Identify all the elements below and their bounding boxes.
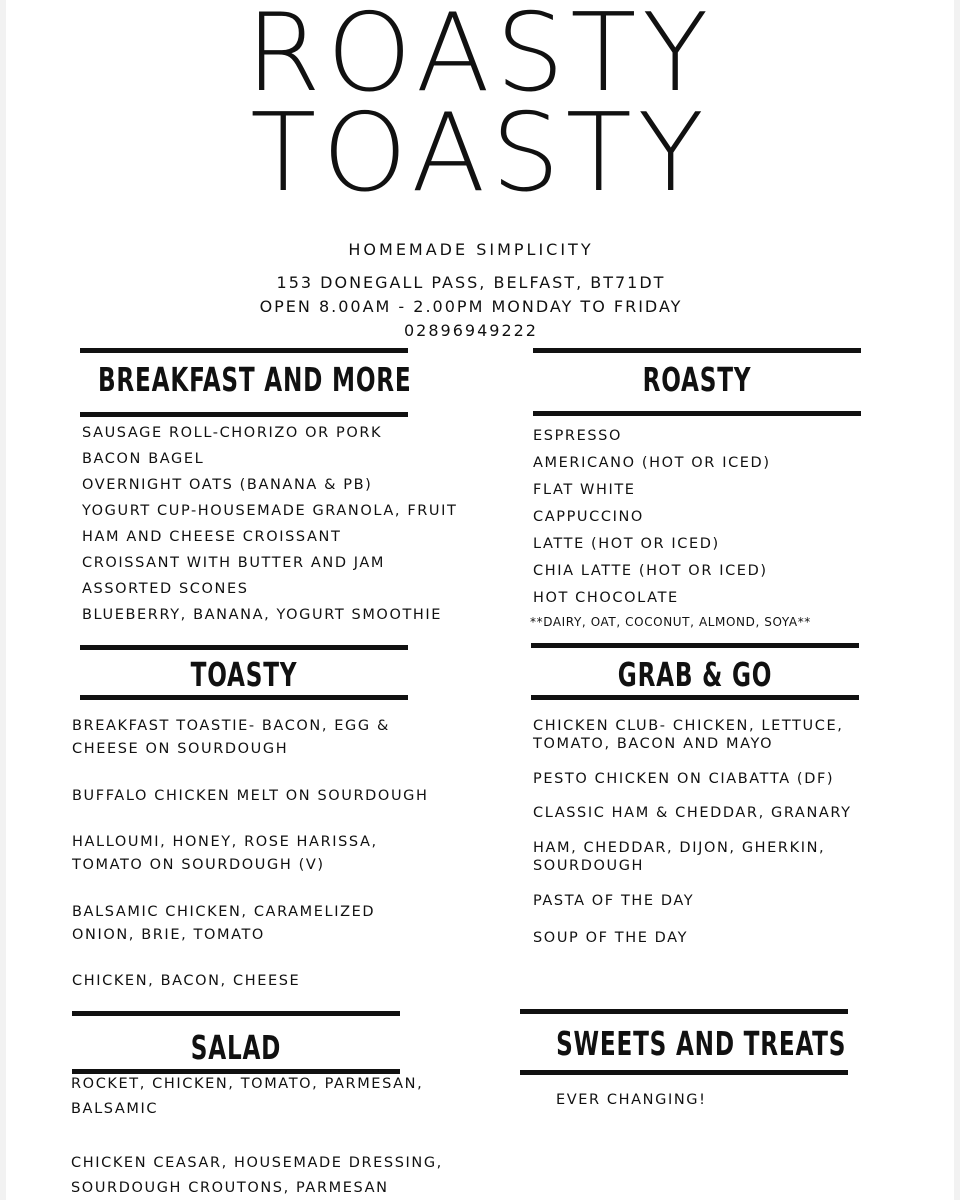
sweets-bottom-rule [520, 1070, 848, 1075]
toasty-heading: TOASTY [190, 655, 298, 694]
grab-go-heading: GRAB & GO [617, 655, 773, 694]
toasty-item: CHICKEN, BACON, CHEESE [72, 973, 301, 989]
salad-bottom-rule [72, 1069, 400, 1074]
grab-go-item: PASTA OF THE DAY [533, 893, 695, 909]
toasty-item: HALLOUMI, HONEY, ROSE HARISSA, [72, 834, 378, 850]
breakfast-item: SAUSAGE ROLL-CHORIZO OR PORK [82, 425, 383, 441]
sweets-heading: SWEETS AND TREATS [556, 1024, 847, 1063]
salad-item: ROCKET, CHICKEN, TOMATO, PARMESAN, [71, 1076, 424, 1092]
breakfast-item: HAM AND CHEESE CROISSANT [82, 529, 342, 545]
roasty-item: CAPPUCCINO [533, 509, 644, 525]
roasty-top-rule [533, 348, 861, 353]
sweets-top-rule [520, 1009, 848, 1014]
salad-item: BALSAMIC [71, 1101, 159, 1117]
grab-go-item: CHICKEN CLUB- CHICKEN, LETTUCE, [533, 718, 844, 734]
breakfast-bottom-rule [80, 412, 408, 417]
roasty-bottom-rule [533, 411, 861, 416]
toasty-item: CHEESE ON SOURDOUGH [72, 741, 289, 757]
grab-go-item: SOUP OF THE DAY [533, 930, 689, 946]
grab-go-item: CLASSIC HAM & CHEDDAR, GRANARY [533, 805, 852, 821]
salad-heading: SALAD [190, 1028, 282, 1067]
grab-go-bottom-rule [531, 695, 859, 700]
roasty-item: AMERICANO (HOT OR ICED) [533, 455, 771, 471]
toasty-item: BREAKFAST TOASTIE- BACON, EGG & [72, 718, 390, 734]
toasty-bottom-rule [80, 695, 408, 700]
milk-options-note: **DAIRY, OAT, COCONUT, ALMOND, SOYA** [530, 615, 811, 629]
toasty-top-rule [80, 645, 408, 650]
salad-item: CHICKEN CEASAR, HOUSEMADE DRESSING, [71, 1155, 443, 1171]
roasty-item: FLAT WHITE [533, 482, 636, 498]
toasty-item: TOMATO ON SOURDOUGH (V) [72, 857, 325, 873]
toasty-item: BUFFALO CHICKEN MELT ON SOURDOUGH [72, 788, 429, 804]
breakfast-top-rule [80, 348, 408, 353]
address: 153 DONEGALL PASS, BELFAST, BT71DT [276, 273, 666, 292]
salad-top-rule [72, 1011, 400, 1016]
salad-item: SOURDOUGH CROUTONS, PARMESAN [71, 1180, 389, 1196]
breakfast-item: YOGURT CUP-HOUSEMADE GRANOLA, FRUIT [82, 503, 458, 519]
opening-hours: OPEN 8.00AM - 2.00PM MONDAY TO FRIDAY [259, 297, 683, 316]
roasty-item: CHIA LATTE (HOT OR ICED) [533, 563, 768, 579]
toasty-item: ONION, BRIE, TOMATO [72, 927, 265, 943]
roasty-item: LATTE (HOT OR ICED) [533, 536, 720, 552]
grab-go-item: HAM, CHEDDAR, DIJON, GHERKIN, [533, 840, 826, 856]
breakfast-item: ASSORTED SCONES [82, 581, 249, 597]
grab-go-item: TOMATO, BACON AND MAYO [533, 736, 774, 752]
roasty-item: HOT CHOCOLATE [533, 590, 679, 606]
breakfast-heading: BREAKFAST AND MORE [98, 360, 412, 399]
breakfast-item: OVERNIGHT OATS (BANANA & PB) [82, 477, 373, 493]
roasty-item: ESPRESSO [533, 428, 622, 444]
breakfast-item: CROISSANT WITH BUTTER AND JAM [82, 555, 386, 571]
grab-go-top-rule [531, 643, 859, 648]
phone-number: 02896949222 [404, 321, 538, 340]
tagline: HOMEMADE SIMPLICITY [348, 240, 594, 259]
roasty-heading: ROASTY [642, 360, 752, 399]
toasty-item: BALSAMIC CHICKEN, CARAMELIZED [72, 904, 376, 920]
grab-go-item: PESTO CHICKEN ON CIABATTA (DF) [533, 771, 835, 787]
breakfast-item: BLUEBERRY, BANANA, YOGURT SMOOTHIE [82, 607, 443, 623]
title-line-roasty: ROASTY [245, 0, 715, 116]
breakfast-item: BACON BAGEL [82, 451, 205, 467]
sweets-item: EVER CHANGING! [556, 1092, 707, 1108]
title-line-toasty: TOASTY [250, 91, 710, 216]
grab-go-item: SOURDOUGH [533, 858, 645, 874]
